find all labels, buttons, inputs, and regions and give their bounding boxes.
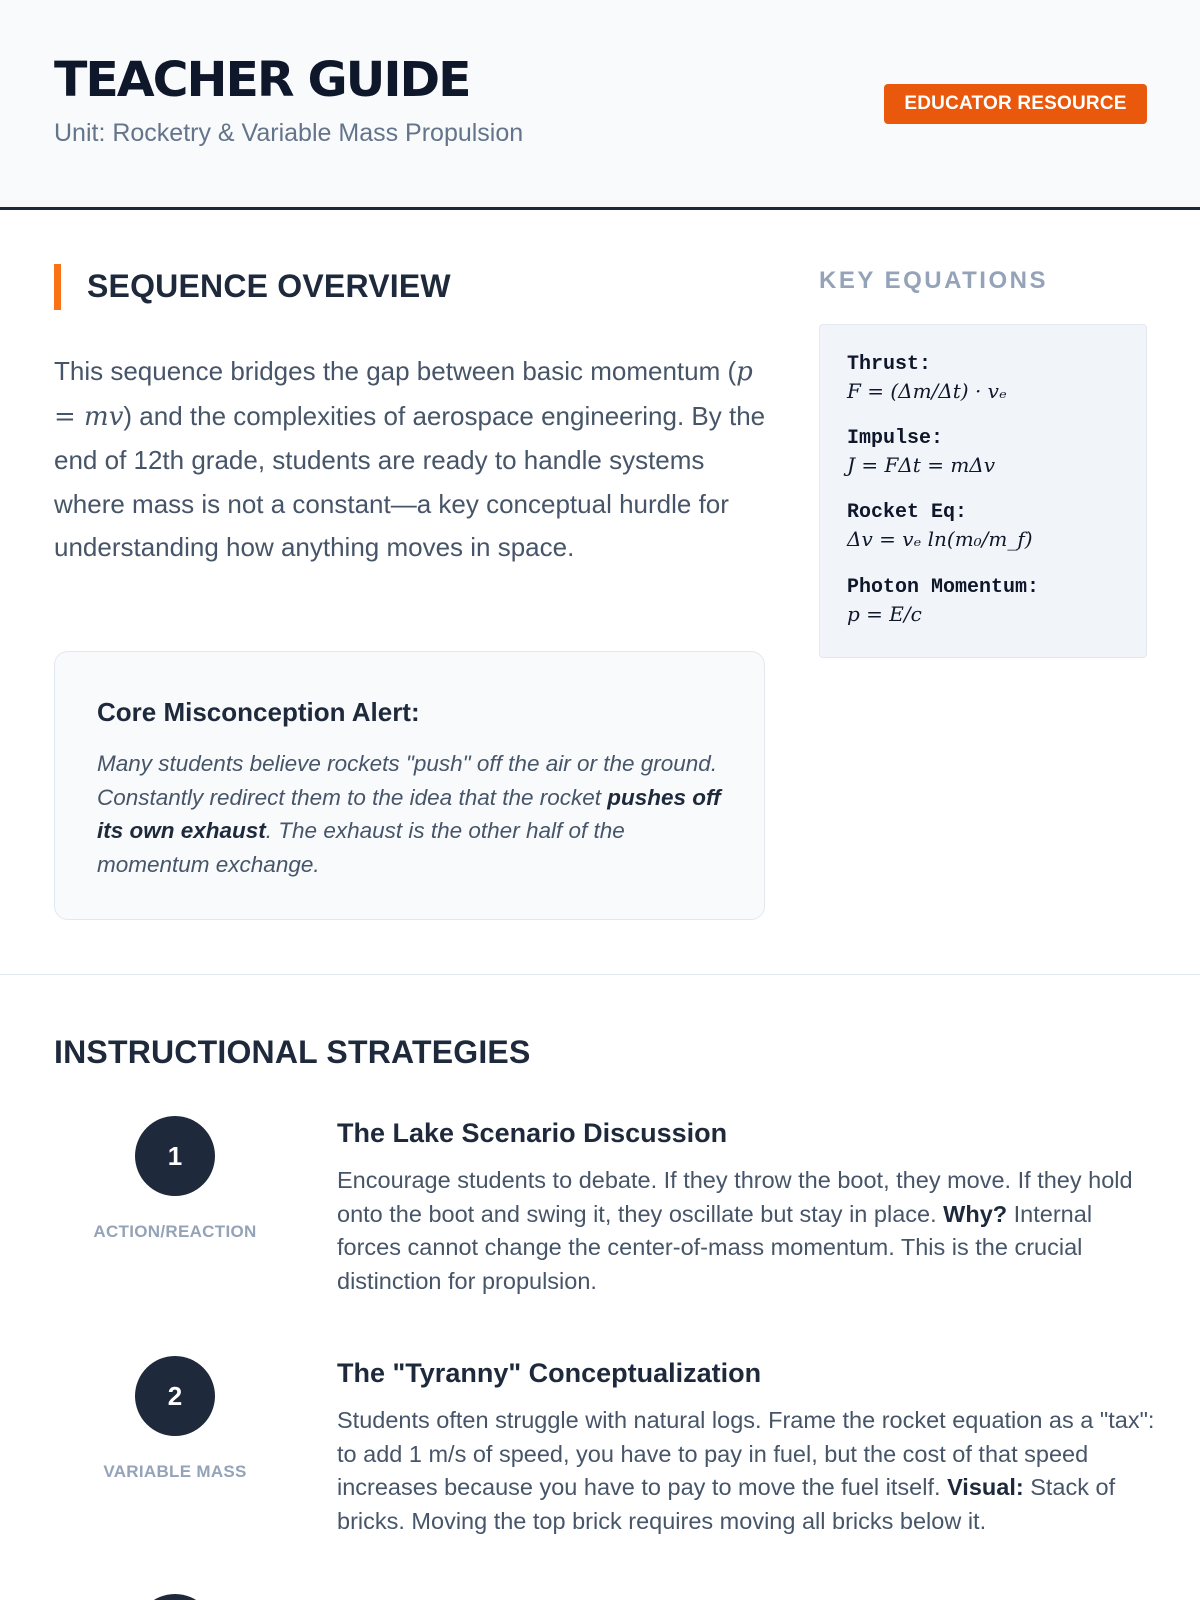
strategy-desc-emphasis: Visual:	[947, 1474, 1024, 1500]
strategy-description	[337, 1164, 1157, 1298]
strategy-desc-end: Stack of bricks. Moving the top brick requires moving all bricks below it.	[337, 1474, 1116, 1534]
overview-text-start: This sequence bridges the gap between basic momentum (	[54, 356, 737, 386]
strategy-desc-emphasis: Why?	[943, 1200, 1008, 1227]
strategies-heading: INSTRUCTIONAL STRATEGIES	[54, 1034, 531, 1070]
equation-formula: J = FΔt = mΔv	[847, 453, 996, 477]
step-tag: VARIABLE MASS	[103, 1462, 247, 1481]
equation-thrust	[847, 353, 1007, 405]
alert-text-start: Many students believe rockets "push" off the air or the ground. Constantly redirect them to the idea that the rocket	[97, 751, 718, 810]
equation-label: Thrust:	[847, 353, 932, 376]
alert-title: Core Misconception Alert:	[97, 697, 420, 727]
sequence-overview-heading: SEQUENCE OVERVIEW	[87, 268, 451, 304]
step-tag: ACTION/REACTION	[93, 1222, 257, 1241]
strategy-desc-end: Internal forces cannot change the center-of-mass momentum. This is the crucial distinction for propulsion.	[337, 1200, 1093, 1294]
key-equations-box	[819, 324, 1147, 658]
equation-photon-momentum	[847, 576, 1039, 628]
page-title: TEACHER GUIDE	[54, 52, 470, 108]
step-number-badge: 2	[135, 1356, 215, 1436]
equation-label: Rocket Eq:	[847, 501, 968, 524]
overview-text-end: ) and the complexities of aerospace engineering. By the end of 12th grade, students are ready to handle systems where mass is not a constant—a key conceptual hurdle for understanding how anything moves in space.	[54, 400, 766, 562]
page-subtitle: Unit: Rocketry & Variable Mass Propulsion	[54, 119, 524, 147]
equation-rocket	[847, 501, 1033, 553]
strategy-title: The "Tyranny" Conceptualization	[337, 1358, 762, 1388]
educator-resource-badge: EDUCATOR RESOURCE	[884, 84, 1147, 124]
section-accent-bar	[54, 264, 61, 310]
key-equations-heading: KEY EQUATIONS	[819, 267, 1048, 294]
alert-text-end: . The exhaust is the other half of the momentum exchange.	[97, 818, 625, 877]
section-divider	[0, 974, 1200, 975]
strategy-desc-start: Encourage students to debate. If they throw the boot, they move. If they hold onto the boot and swing it, they oscillate but stay in place.	[337, 1167, 1133, 1227]
strategy-title: The Lake Scenario Discussion	[337, 1118, 728, 1148]
equation-formula: F = (Δm/Δt) · vₑ	[847, 379, 1007, 403]
strategy-description	[337, 1404, 1157, 1538]
step-number-badge: 1	[135, 1116, 215, 1196]
equation-formula: Δv = vₑ ln(m₀/m_f)	[847, 527, 1033, 551]
equation-impulse	[847, 427, 995, 479]
alert-emphasis: pushes off its own exhaust	[97, 784, 721, 843]
overview-paragraph	[54, 350, 774, 570]
equation-label: Photon Momentum:	[847, 576, 1040, 599]
momentum-formula: p = mv	[54, 357, 753, 432]
page-header	[0, 0, 1200, 210]
alert-text	[97, 747, 722, 881]
equation-formula: p = E/c	[847, 602, 922, 626]
strategy-desc-start: Students often struggle with natural logs. Frame the rocket equation as a "tax": to add 1 m/s of speed, you have to pay in fuel, but the cost of that speed increases because you have to pay to move the fuel itself.	[337, 1407, 1155, 1500]
step-number-badge-partial	[135, 1594, 215, 1600]
equation-label: Impulse:	[847, 427, 944, 450]
misconception-alert-box	[54, 651, 765, 920]
